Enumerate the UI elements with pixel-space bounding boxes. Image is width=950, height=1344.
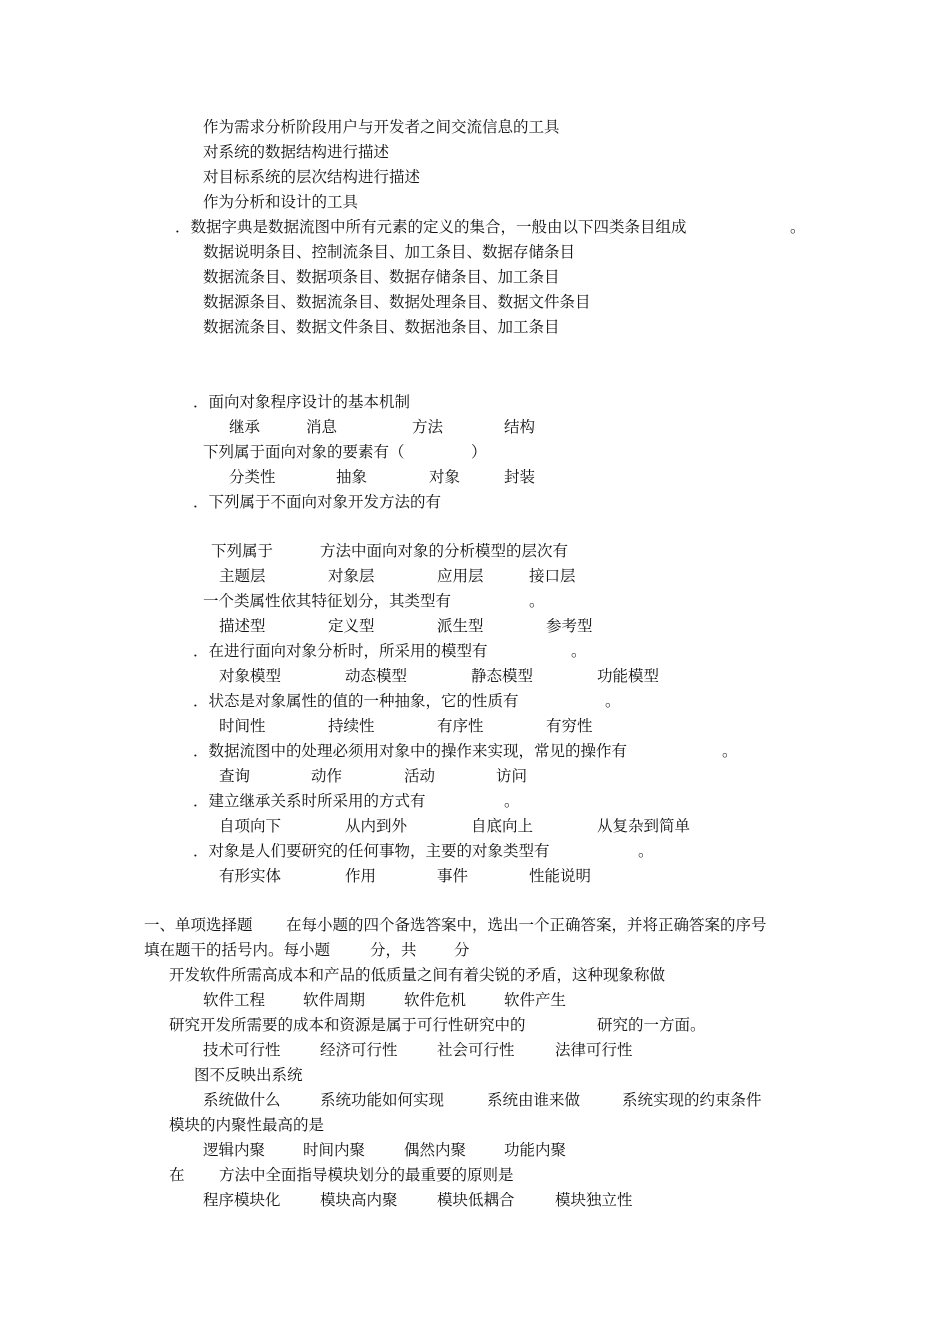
text-line-l21b: 。 [605, 692, 621, 710]
text-line-l25: ．建立继承关系时所采用的方式有 [193, 792, 426, 810]
text-line-l32d: 软件产生 [504, 991, 567, 1009]
text-line-l23: ．数据流图中的处理必须用对象中的操作来实现，常见的操作有 [193, 742, 628, 760]
text-line-l20d: 功能模型 [597, 667, 660, 685]
text-line-l23b: 。 [722, 742, 738, 760]
text-line-l14: ．下列属于不面向对象开发方法的有 [193, 493, 442, 511]
text-line-l26a: 自项向下 [219, 817, 282, 835]
text-line-l26b: 从内到外 [345, 817, 408, 835]
text-line-l36a: 系统做什么 [203, 1091, 281, 1109]
text-line-l39a: 在 [169, 1166, 185, 1184]
text-line-l33b: 研究的一方面。 [597, 1016, 706, 1034]
text-line-l22d: 有穷性 [546, 717, 593, 735]
text-line-l36b: 系统功能如何实现 [320, 1091, 445, 1109]
text-line-l40a: 程序模块化 [203, 1191, 281, 1209]
text-line-l11c: 方法 [412, 418, 444, 436]
text-line-l16c: 应用层 [437, 567, 484, 585]
text-line-l38c: 偶然内聚 [404, 1141, 467, 1159]
text-line-l30b: 分，共 [370, 941, 417, 959]
text-line-l22b: 持续性 [328, 717, 375, 735]
text-line-l37: 模块的内聚性最高的是 [169, 1116, 325, 1134]
text-line-l21: ．状态是对象属性的值的一种抽象，它的性质有 [193, 692, 519, 710]
text-line-l28c: 事件 [437, 867, 469, 885]
text-line-l18b: 定义型 [328, 617, 375, 635]
text-line-l22a: 时间性 [219, 717, 266, 735]
text-line-l18d: 参考型 [546, 617, 593, 635]
text-line-l13c: 对象 [429, 468, 461, 486]
text-line-l32c: 软件危机 [404, 991, 467, 1009]
text-line-l24a: 查询 [219, 767, 251, 785]
text-line-l13d: 封装 [504, 468, 536, 486]
text-line-l31: 开发软件所需高成本和产品的低质量之间有着尖锐的矛盾，这种现象称做 [169, 966, 666, 984]
text-line-l22c: 有序性 [437, 717, 484, 735]
text-line-l20a: 对象模型 [219, 667, 282, 685]
text-line-l02: 对系统的数据结构进行描述 [203, 143, 390, 161]
text-line-l17: 一个类属性依其特征划分，其类型有 [203, 592, 452, 610]
text-line-l30c: 分 [454, 941, 470, 959]
text-line-l11a: 继承 [229, 418, 261, 436]
text-line-l38a: 逻辑内聚 [203, 1141, 266, 1159]
text-line-l19b: 。 [571, 642, 587, 660]
text-line-l16a: 主题层 [219, 567, 266, 585]
text-line-l05: ．数据字典是数据流图中所有元素的定义的集合，一般由以下四类条目组成 [175, 218, 687, 236]
text-line-l06: 数据说明条目、控制流条目、加工条目、数据存储条目 [203, 243, 576, 261]
text-line-l03: 对目标系统的层次结构进行描述 [203, 168, 421, 186]
text-line-l11b: 消息 [306, 418, 338, 436]
text-line-l40d: 模块独立性 [555, 1191, 633, 1209]
text-line-l04: 作为分析和设计的工具 [203, 193, 359, 211]
text-line-l24b: 动作 [311, 767, 343, 785]
text-line-l13a: 分类性 [229, 468, 276, 486]
text-line-l18a: 描述型 [219, 617, 266, 635]
text-line-l11d: 结构 [504, 418, 536, 436]
text-line-l25b: 。 [504, 792, 520, 810]
text-line-l38b: 时间内聚 [303, 1141, 366, 1159]
text-line-l13b: 抽象 [336, 468, 368, 486]
text-line-l19: ．在进行面向对象分析时，所采用的模型有 [193, 642, 488, 660]
text-line-l15b: 方法中面向对象的分析模型的层次有 [320, 542, 569, 560]
text-line-l34d: 法律可行性 [555, 1041, 633, 1059]
text-line-l05b: 。 [790, 218, 806, 236]
text-line-l34b: 经济可行性 [320, 1041, 398, 1059]
text-line-l16b: 对象层 [328, 567, 375, 585]
text-line-l29b: 在每小题的四个备选答案中，选出一个正确答案，并将正确答案的序号 [286, 916, 767, 934]
text-line-l18c: 派生型 [437, 617, 484, 635]
text-line-l20c: 静态模型 [471, 667, 534, 685]
text-line-l08: 数据源条目、数据流条目、数据处理条目、数据文件条目 [203, 293, 591, 311]
text-line-l12b: ） [471, 443, 487, 461]
text-line-l28b: 作用 [345, 867, 377, 885]
text-line-l09: 数据流条目、数据文件条目、数据池条目、加工条目 [203, 318, 560, 336]
text-line-l29a: 一、单项选择题 [144, 916, 253, 934]
text-line-l34c: 社会可行性 [437, 1041, 515, 1059]
text-line-l32a: 软件工程 [203, 991, 266, 1009]
text-line-l36d: 系统实现的约束条件 [622, 1091, 762, 1109]
text-line-l01: 作为需求分析阶段用户与开发者之间交流信息的工具 [203, 118, 560, 136]
text-line-l34a: 技术可行性 [203, 1041, 281, 1059]
text-line-l20b: 动态模型 [345, 667, 408, 685]
text-line-l27: ．对象是人们要研究的任何事物，主要的对象类型有 [193, 842, 550, 860]
text-line-l33a: 研究开发所需要的成本和资源是属于可行性研究中的 [169, 1016, 526, 1034]
text-line-l10: ．面向对象程序设计的基本机制 [193, 393, 411, 411]
text-line-l24c: 活动 [404, 767, 436, 785]
text-line-l17b: 。 [529, 592, 545, 610]
text-line-l35: 图不反映出系统 [194, 1066, 303, 1084]
text-line-l36c: 系统由谁来做 [487, 1091, 581, 1109]
text-line-l27b: 。 [638, 842, 654, 860]
text-line-l16d: 接口层 [529, 567, 576, 585]
text-line-l30a: 填在题干的括号内。每小题 [144, 941, 331, 959]
text-line-l39b: 方法中全面指导模块划分的最重要的原则是 [219, 1166, 514, 1184]
text-line-l12: 下列属于面向对象的要素有（ [203, 443, 405, 461]
text-line-l28d: 性能说明 [529, 867, 592, 885]
text-line-l26c: 自底向上 [471, 817, 534, 835]
text-line-l28a: 有形实体 [219, 867, 282, 885]
text-line-l24d: 访问 [496, 767, 528, 785]
text-line-l26d: 从复杂到简单 [597, 817, 691, 835]
text-line-l15a: 下列属于 [211, 542, 274, 560]
text-line-l32b: 软件周期 [303, 991, 366, 1009]
text-line-l40c: 模块低耦合 [437, 1191, 515, 1209]
text-line-l38d: 功能内聚 [504, 1141, 567, 1159]
text-line-l07: 数据流条目、数据项条目、数据存储条目、加工条目 [203, 268, 560, 286]
text-line-l40b: 模块高内聚 [320, 1191, 398, 1209]
